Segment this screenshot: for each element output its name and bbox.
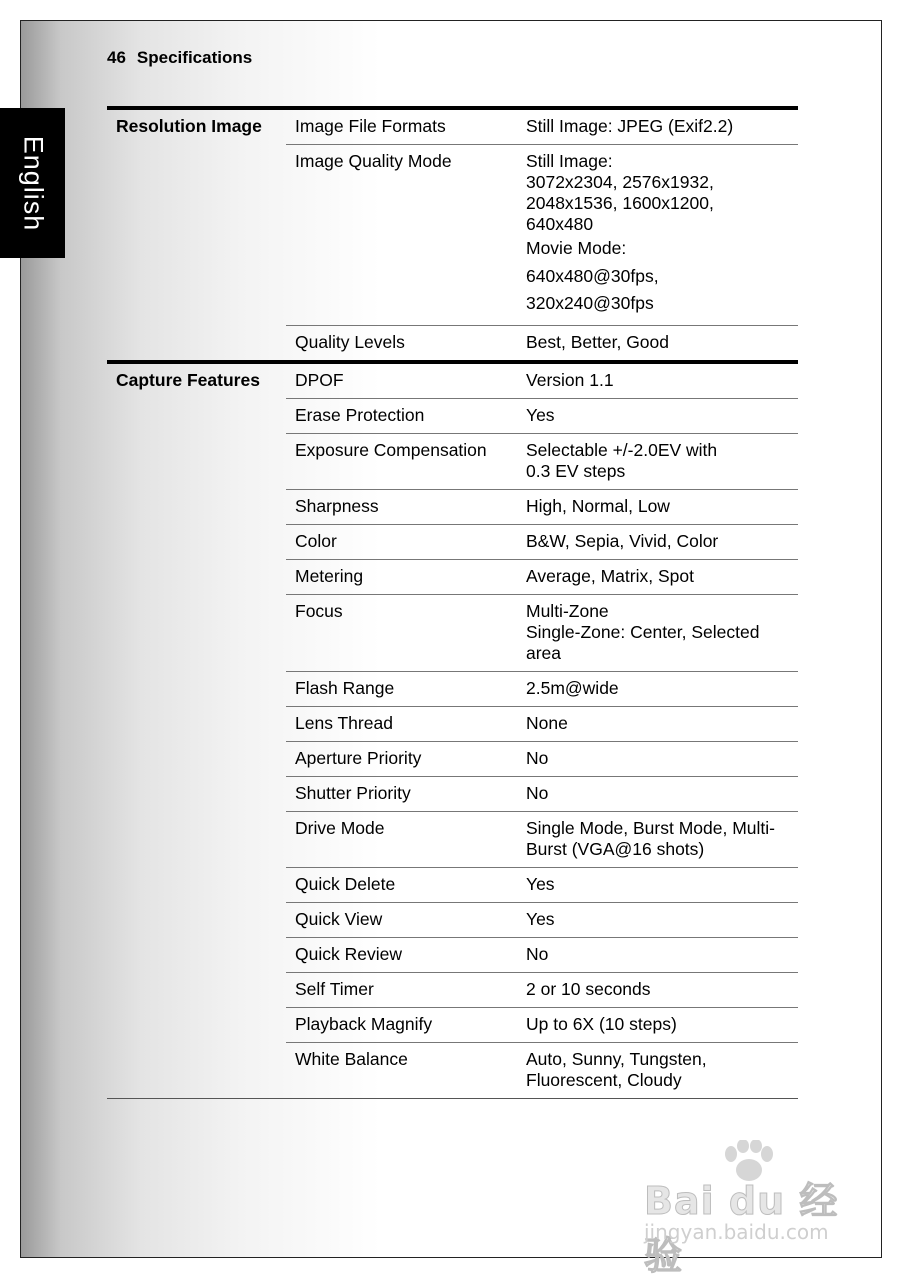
spec-row [286, 776, 798, 811]
spec-value [516, 145, 798, 325]
spec-row [286, 867, 798, 902]
spec-name: Playback Magnify [295, 1013, 433, 1034]
spec-value-line: 320x240@30fps [526, 293, 654, 313]
spec-rows [286, 364, 798, 1098]
section-title: Resolution Image [116, 116, 262, 136]
spec-row [286, 524, 798, 559]
spec-row [286, 325, 798, 360]
spec-value-line: High, Normal, Low [526, 495, 670, 516]
spec-value-line: B&W, Sepia, Vivid, Color [526, 530, 719, 551]
spec-value-line: 640x480 [526, 214, 594, 234]
spec-value [516, 434, 798, 489]
spec-value-line: Multi-Zone [526, 600, 609, 621]
spec-value-line: No [526, 943, 549, 964]
watermark-logo: Bai du 经验 [644, 1179, 839, 1278]
spec-value [516, 364, 798, 398]
spec-value [516, 1008, 798, 1042]
spec-value-line: No [526, 747, 549, 768]
spec-value-line: Yes [526, 908, 555, 929]
spec-name: Drive Mode [295, 817, 385, 838]
spec-name: Quality Levels [295, 331, 405, 352]
spec-value-line: 2048x1536, 1600x1200, [526, 193, 714, 213]
spec-value-line: Yes [526, 873, 555, 894]
spec-value [516, 595, 798, 671]
spec-row [286, 937, 798, 972]
spec-name: Erase Protection [295, 404, 425, 425]
spec-row [286, 433, 798, 489]
spec-row [286, 1007, 798, 1042]
spec-value [516, 742, 798, 776]
spec-section [107, 106, 798, 360]
spec-value [516, 110, 798, 144]
spec-name: Lens Thread [295, 712, 393, 733]
spec-value-line: 0.3 EV steps [526, 460, 626, 481]
spec-row [286, 144, 798, 325]
spec-name: Quick Review [295, 943, 402, 964]
spec-value [516, 560, 798, 594]
spec-name: Image File Formats [295, 116, 446, 136]
spec-name: Image Quality Mode [295, 151, 452, 171]
spec-row [286, 741, 798, 776]
spec-value [516, 938, 798, 972]
spec-value-line: Best, Better, Good [526, 331, 669, 352]
spec-value-line: Still Image: [526, 151, 613, 171]
spec-rows [286, 110, 798, 360]
spec-row [286, 1042, 798, 1098]
spec-name: White Balance [295, 1048, 408, 1069]
spec-value [516, 326, 798, 360]
spec-name: Flash Range [295, 677, 395, 698]
spec-row [286, 110, 798, 144]
section-title: Capture Features [116, 369, 260, 390]
spec-name: Quick View [295, 908, 383, 929]
spec-value-line: Auto, Sunny, Tungsten, [526, 1048, 707, 1069]
spec-value-line: Yes [526, 404, 555, 425]
spec-name: Aperture Priority [295, 747, 422, 768]
spec-row [286, 972, 798, 1007]
spec-row [286, 594, 798, 671]
spec-value-line: 640x480@30fps, [526, 265, 659, 286]
spec-name: Color [295, 530, 337, 551]
spec-value [516, 672, 798, 706]
spec-value [516, 973, 798, 1007]
spec-value-line: 2.5m@wide [526, 677, 619, 698]
spec-value-line: Selectable +/-2.0EV with [526, 439, 718, 460]
spec-value-line: Fluorescent, Cloudy [526, 1069, 682, 1090]
language-tab [0, 108, 65, 258]
spec-name: Focus [295, 600, 343, 621]
language-tab-label: English [18, 135, 48, 231]
spec-value-line: Burst (VGA@16 shots) [526, 838, 705, 859]
spec-row [286, 671, 798, 706]
watermark [636, 1140, 856, 1278]
spec-name: Quick Delete [295, 873, 396, 894]
spec-value-line: Single-Zone: Center, Selected [526, 621, 760, 642]
spec-row [286, 559, 798, 594]
spec-value [516, 777, 798, 811]
spec-value [516, 525, 798, 559]
spec-value [516, 707, 798, 741]
spec-value-line: No [526, 782, 549, 803]
spec-value [516, 399, 798, 433]
spec-row [286, 811, 798, 867]
page-title: Specifications [136, 48, 253, 67]
spec-value-line: Average, Matrix, Spot [526, 565, 694, 586]
spec-name: Shutter Priority [295, 782, 411, 803]
spec-name: Sharpness [295, 495, 379, 516]
spec-value [516, 868, 798, 902]
spec-value [516, 490, 798, 524]
spec-row [286, 364, 798, 398]
spec-value [516, 1043, 798, 1098]
spec-value [516, 903, 798, 937]
spec-value [516, 812, 798, 867]
spec-value-line: Still Image: JPEG (Exif2.2) [526, 116, 734, 136]
spec-value-line: None [526, 712, 568, 733]
spec-row [286, 489, 798, 524]
spec-value-line: area [526, 642, 562, 663]
spec-value-line: 3072x2304, 2576x1932, [526, 172, 714, 192]
spec-value-line: 2 or 10 seconds [526, 978, 651, 999]
spec-row [286, 706, 798, 741]
spec-name: DPOF [295, 369, 344, 390]
spec-row [286, 902, 798, 937]
watermark-url: jingyan.baidu.com [644, 1220, 829, 1244]
spec-value-line: Up to 6X (10 steps) [526, 1013, 677, 1034]
spec-name: Exposure Compensation [295, 439, 487, 460]
page-header [107, 48, 252, 68]
page-number: 46 [107, 48, 126, 67]
spec-name: Self Timer [295, 978, 374, 999]
spec-section [107, 360, 798, 1099]
spec-row [286, 398, 798, 433]
spec-value-line: Version 1.1 [526, 369, 614, 390]
specifications-table [107, 106, 798, 1099]
spec-name: Metering [295, 565, 364, 586]
spec-value-line: Single Mode, Burst Mode, Multi- [526, 817, 775, 838]
spec-value-line: Movie Mode: [526, 238, 627, 258]
